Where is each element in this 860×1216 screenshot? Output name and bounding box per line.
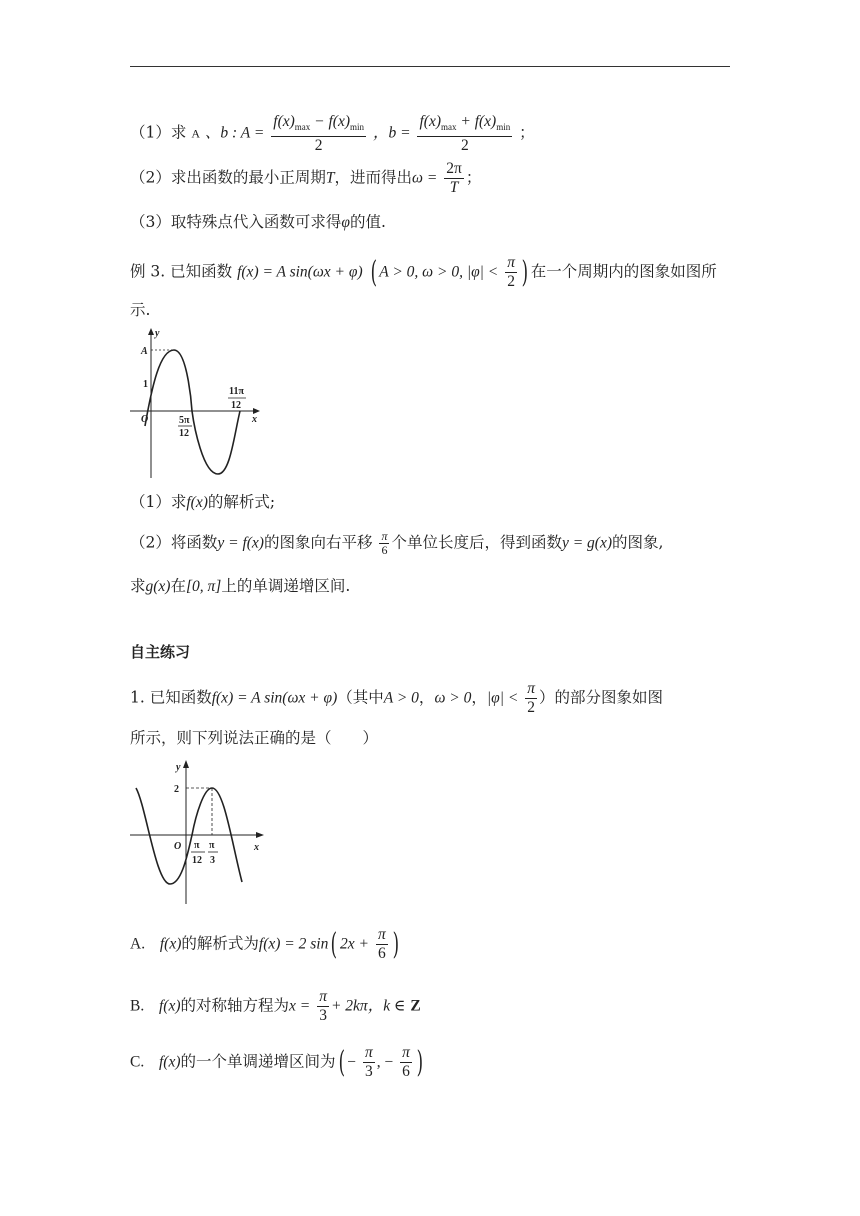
- p1-func: f(x) = A sin(ωx + φ): [211, 689, 338, 707]
- p1-w-pos: ω > 0: [434, 689, 472, 707]
- step-1-frac-b: [417, 112, 512, 155]
- q1-f: f(x): [186, 494, 208, 511]
- option-B-label: B.: [130, 997, 145, 1015]
- step-1-bA: 、b : A =: [204, 124, 265, 142]
- option-C[interactable]: C. f(x)的一个单调递增区间为( − $\frac{\pi}{3}$ , − $\frac{\pi}{6}$ ): [130, 1044, 423, 1080]
- p1-num: π: [527, 680, 535, 697]
- problem-1-line: [130, 680, 730, 717]
- step-1-label: （1）求: [130, 123, 187, 142]
- q2-g: y = g(x): [561, 534, 613, 552]
- option-C-d1: 3: [364, 1063, 373, 1080]
- p1-cond1: （其中: [337, 688, 384, 707]
- option-B-den: 3: [319, 1007, 327, 1024]
- graph2-two-label: 2: [174, 784, 179, 795]
- q3-int: [0, π]: [185, 578, 222, 595]
- example-3-tail2: 示.: [130, 301, 151, 319]
- example-3-tail: 在一个周期内的图象如图所: [530, 262, 717, 281]
- graph2-t2-num: π: [209, 840, 215, 851]
- option-C-n1: π: [364, 1044, 373, 1061]
- graph2-t1-num: π: [194, 840, 200, 851]
- option-A-f: f(x): [159, 935, 182, 953]
- p1-comma2: ，: [471, 688, 487, 707]
- example-3-line: 例 3. 已知函数 f(x) = A sin(ωx + φ) ( A > 0, ω > 0, |φ| < $\frac{\pi}{2}$ ) 在一个周期内的图象如图所: [130, 254, 717, 290]
- q3-post: 上的单调递增区间.: [221, 577, 351, 595]
- graph2-curve: [136, 788, 242, 884]
- step-1-end: ；: [519, 123, 535, 142]
- graph1-one-label: 1: [143, 379, 148, 390]
- frac-a-den: 2: [314, 137, 323, 155]
- option-A-inner: 2x +: [340, 935, 370, 953]
- example-3-q1: [130, 490, 730, 515]
- top-rule: [130, 66, 730, 67]
- frac-a-minus: − f(x): [310, 113, 350, 130]
- p1-comma1: ，: [418, 688, 435, 707]
- graph1-tick2-den: 12: [231, 400, 241, 411]
- graph1-A-label: A: [141, 346, 148, 357]
- p1-label: 1. 已知函数: [130, 688, 212, 707]
- graph1-O-label: O: [141, 414, 149, 425]
- graph2-t1-den: 12: [192, 855, 202, 866]
- option-C-frac2: [400, 1044, 412, 1081]
- example-3-cond-den: 2: [507, 273, 515, 290]
- graph2-y-arrow: [183, 760, 189, 768]
- q2-mid2: 个单位长度后，得到函数: [391, 533, 562, 552]
- option-A-den: 6: [377, 945, 386, 962]
- option-B-expr: x =: [289, 997, 311, 1015]
- problem-1-graph: [130, 758, 270, 904]
- q2-pre: （2）将函数: [130, 533, 218, 552]
- example-3-cond-frac: [505, 254, 517, 291]
- q2-f: y = f(x): [217, 534, 264, 552]
- q2-den: 6: [381, 543, 388, 557]
- p1-phi-cond: |φ| <: [486, 689, 519, 707]
- option-B-Z: Z: [410, 997, 421, 1015]
- graph1-y-arrow: [148, 328, 154, 335]
- example-3-line2: [130, 298, 730, 322]
- option-A[interactable]: A. f(x)的解析式为f(x) = 2 sin( 2x + $\frac{\pi}{6}$ ): [130, 926, 399, 962]
- option-A-frac: [376, 926, 388, 963]
- step-2-text: （2）求出函数的最小正周期: [130, 168, 326, 187]
- p1-tail2: 所示，则下列说法正确的是（ ）: [130, 729, 379, 747]
- q3-pre: 求: [130, 577, 146, 595]
- option-C-text: 的一个单调递增区间为: [180, 1052, 336, 1071]
- graph1-curve: [145, 350, 240, 474]
- q2-mid: 的图象向右平移: [263, 533, 373, 552]
- step-1-b: ，b =: [372, 124, 411, 142]
- step-2-T: T: [325, 169, 335, 187]
- frac-a-min: min: [350, 122, 365, 133]
- example-3-cond-num: π: [507, 254, 515, 271]
- step-3-phi: φ: [341, 214, 350, 231]
- q2-frac: [379, 530, 389, 557]
- frac-b-max: max: [441, 122, 457, 133]
- p1-A-pos: A > 0: [383, 689, 419, 707]
- step-2: [130, 160, 730, 197]
- graph1-x-label: x: [252, 414, 257, 425]
- q1-pre: （1）求: [130, 493, 187, 511]
- option-C-n2: π: [402, 1044, 410, 1061]
- graph2-x-arrow: [256, 832, 264, 838]
- q2-post: 的图象,: [612, 533, 664, 552]
- option-C-d2: 6: [402, 1063, 410, 1080]
- option-B-text: 的对称轴方程为: [180, 996, 290, 1015]
- option-B[interactable]: [130, 988, 730, 1025]
- p1-frac: [525, 680, 537, 717]
- p1-den: 2: [527, 699, 535, 716]
- graph2-t2-den: 3: [210, 855, 215, 866]
- example-3-label: 例 3. 已知函数: [130, 262, 233, 281]
- step-3: [130, 210, 730, 235]
- step-1-frac-a: [271, 112, 366, 155]
- frac-b-min: min: [496, 122, 511, 133]
- graph1-tick2-num: 11π: [229, 386, 244, 397]
- step-2-num: 2π: [446, 160, 462, 177]
- example-3-func: f(x) = A sin(ωx + φ): [237, 263, 363, 281]
- option-C-label: C.: [130, 1053, 145, 1071]
- example-3-q3: [130, 574, 730, 599]
- frac-b-plus: + f(x): [456, 113, 497, 130]
- option-C-frac1: [363, 1044, 375, 1081]
- option-C-f: f(x): [159, 1053, 181, 1071]
- graph1-tick1-num: 5π: [179, 415, 190, 426]
- p1-tail: ）的部分图象如图: [539, 688, 664, 707]
- option-A-label: A.: [130, 935, 146, 953]
- option-B-k: ，k ∈: [367, 997, 406, 1015]
- step-1: [130, 112, 730, 155]
- frac-a-fmax: f(x): [273, 113, 295, 130]
- step-2-end: ；: [465, 168, 482, 187]
- q1-post: 的解析式;: [207, 493, 276, 511]
- graph1-y-label: y: [155, 328, 160, 339]
- graph1-tick1-den: 12: [179, 428, 189, 439]
- option-B-num: π: [319, 988, 327, 1005]
- example-3-q2: [130, 530, 730, 557]
- graph2-O-label: O: [174, 841, 182, 852]
- frac-a-max: max: [294, 122, 311, 133]
- graph2-y-label: y: [176, 762, 181, 773]
- option-B-frac: [317, 988, 329, 1025]
- step-3-end: 的值.: [349, 213, 386, 231]
- step-3-text: （3）取特殊点代入函数可求得: [130, 213, 342, 231]
- step-2-den: T: [449, 179, 459, 196]
- problem-1-line2: [130, 726, 730, 750]
- option-A-text: 的解析式为: [181, 934, 259, 953]
- example-3-graph: [130, 326, 270, 478]
- q3-g: g(x): [145, 578, 171, 595]
- option-B-tail: + 2kπ: [330, 997, 368, 1015]
- option-A-num: π: [377, 926, 386, 943]
- step-1-A: A: [191, 126, 200, 141]
- example-3-cond: A > 0, ω > 0, |φ| <: [379, 263, 499, 281]
- frac-b-den: 2: [460, 137, 469, 155]
- step-2-omega: ω =: [412, 169, 438, 187]
- step-2-text2: ，进而得出: [334, 168, 413, 187]
- option-A-expr: f(x) = 2 sin: [258, 935, 329, 953]
- frac-b-fmax: f(x): [419, 113, 441, 130]
- section-title: 自主练习: [130, 643, 191, 661]
- q3-mid: 在: [170, 577, 186, 595]
- graph2-x-label: x: [254, 842, 259, 853]
- step-2-frac: [444, 160, 464, 197]
- option-B-f: f(x): [159, 997, 181, 1015]
- q2-num: π: [381, 529, 388, 543]
